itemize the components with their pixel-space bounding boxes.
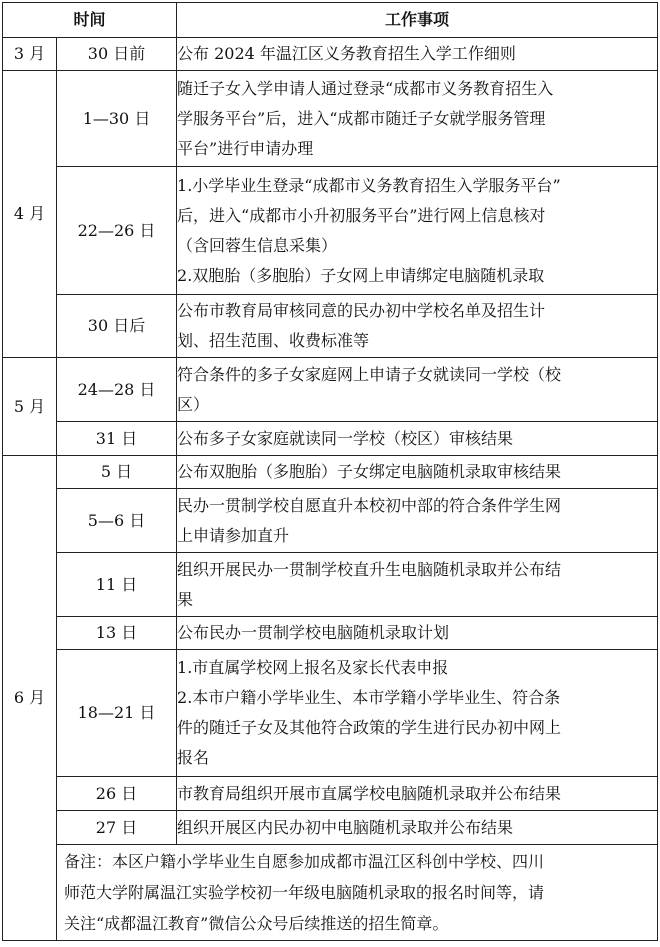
table-row bbox=[3, 422, 658, 456]
note-line: 关注“成都温江教育”微信公众号后续推送的招生简章。 bbox=[64, 914, 449, 933]
table-row bbox=[3, 456, 658, 489]
row-description bbox=[177, 553, 658, 617]
row-date: 26 日 bbox=[57, 777, 177, 811]
desc-line: 随迁子女入学申请人通过登录“成都市义务教育招生入 bbox=[177, 78, 554, 98]
row-description bbox=[177, 358, 658, 422]
row-description bbox=[177, 38, 658, 71]
table-row bbox=[3, 358, 658, 422]
table-row bbox=[3, 38, 658, 71]
row-description bbox=[177, 71, 658, 167]
enrollment-schedule-table bbox=[2, 2, 658, 941]
desc-line: 果 bbox=[177, 589, 194, 609]
row-date: 13 日 bbox=[57, 617, 177, 650]
table-row bbox=[3, 617, 658, 650]
desc-line: 区） bbox=[177, 394, 210, 414]
row-description bbox=[177, 811, 658, 845]
desc-line: 上申请参加直升 bbox=[177, 525, 290, 545]
desc-line: 组织开展民办一贯制学校直升生电脑随机录取并公布结 bbox=[177, 559, 562, 579]
desc-line: 1.市直属学校网上报名及家长代表申报 bbox=[177, 658, 449, 677]
table-row bbox=[3, 295, 658, 358]
month-may: 5 月 bbox=[3, 358, 57, 456]
table-row bbox=[3, 553, 658, 617]
month-june: 6 月 bbox=[3, 456, 57, 941]
desc-line: 2.双胞胎（多胞胎）子女网上申请绑定电脑随机录取 bbox=[177, 265, 545, 285]
desc-line: 1.小学毕业生登录“成都市义务教育招生入学服务平台” bbox=[177, 175, 561, 195]
row-date: 22—26 日 bbox=[57, 167, 177, 295]
desc-line: 组织开展区内民办初中电脑随机录取并公布结果 bbox=[177, 817, 514, 837]
desc-line: （含回蓉生信息采集） bbox=[177, 235, 338, 255]
row-date: 27 日 bbox=[57, 811, 177, 845]
note-line: 备注：本区户籍小学毕业生自愿参加成都市温江区科创中学校、四川 bbox=[64, 852, 545, 871]
desc-line: 公布 2024 年温江区义务教育招生入学工作细则 bbox=[177, 44, 516, 63]
desc-line: 民办一贯制学校自愿直升本校初中部的符合条件学生网 bbox=[177, 495, 562, 515]
desc-line: 报名 bbox=[177, 748, 210, 767]
desc-line: 学服务平台”后，进入“成都市随迁子女就学服务管理 bbox=[177, 108, 546, 128]
row-date: 18—21 日 bbox=[57, 650, 177, 777]
table-row bbox=[3, 777, 658, 811]
table-header-row bbox=[3, 3, 658, 38]
row-description bbox=[177, 617, 658, 650]
header-time: 时间 bbox=[3, 3, 177, 38]
row-date: 30 日前 bbox=[57, 38, 177, 71]
row-date: 5—6 日 bbox=[57, 489, 177, 553]
row-description bbox=[177, 650, 658, 777]
row-date: 1—30 日 bbox=[57, 71, 177, 167]
note-text bbox=[64, 846, 648, 939]
desc-line: 后，进入“成都市小升初服务平台”进行网上信息核对 bbox=[177, 205, 546, 225]
desc-line: 2.本市户籍小学毕业生、本市学籍小学毕业生、符合条 bbox=[177, 688, 561, 707]
desc-line: 件的随迁子女及其他符合政策的学生进行民办初中网上 bbox=[177, 718, 562, 737]
table-row bbox=[3, 811, 658, 845]
row-date: 30 日后 bbox=[57, 295, 177, 358]
desc-line: 公布双胞胎（多胞胎）子女绑定电脑随机录取审核结果 bbox=[177, 462, 562, 481]
row-description bbox=[177, 777, 658, 811]
table-row bbox=[3, 71, 658, 167]
row-description bbox=[177, 422, 658, 456]
row-date: 31 日 bbox=[57, 422, 177, 456]
desc-line: 公布多子女家庭就读同一学校（校区）审核结果 bbox=[177, 428, 514, 448]
month-march: 3 月 bbox=[3, 38, 57, 71]
desc-line: 公布市教育局审核同意的民办初中学校名单及招生计 bbox=[177, 301, 546, 320]
header-work-items: 工作事项 bbox=[177, 3, 658, 38]
row-date: 24—28 日 bbox=[57, 358, 177, 422]
table-row bbox=[3, 650, 658, 777]
row-description bbox=[177, 489, 658, 553]
row-date: 5 日 bbox=[57, 456, 177, 489]
desc-line: 市教育局组织开展市直属学校电脑随机录取并公布结果 bbox=[177, 783, 562, 803]
row-date: 11 日 bbox=[57, 553, 177, 617]
row-description bbox=[177, 295, 658, 358]
table-row bbox=[3, 489, 658, 553]
month-april: 4 月 bbox=[3, 71, 57, 358]
table-row bbox=[3, 167, 658, 295]
row-description bbox=[177, 456, 658, 489]
desc-line: 划、招生范围、收费标准等 bbox=[177, 331, 370, 350]
note-line: 师范大学附属温江实验学校初一年级电脑随机录取的报名时间等，请 bbox=[64, 883, 545, 902]
desc-line: 公布民办一贯制学校电脑随机录取计划 bbox=[177, 623, 450, 642]
row-description bbox=[177, 167, 658, 295]
desc-line: 符合条件的多子女家庭网上申请子女就读同一学校（校 bbox=[177, 364, 562, 384]
desc-line: 平台”进行申请办理 bbox=[177, 138, 314, 158]
